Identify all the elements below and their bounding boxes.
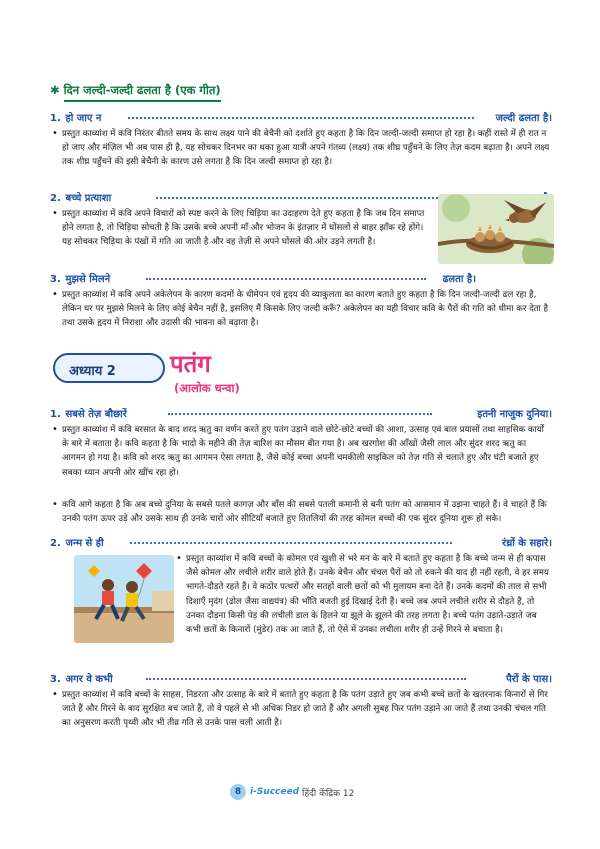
question-start: बच्चे प्रत्याशा [65, 193, 112, 204]
list-item [176, 552, 550, 637]
question-end: ढलता है। [442, 274, 476, 285]
explanation-text: प्रस्तुत काव्यांश में कवि अपने अकेलेपन के कारण कदमों के धीमेपन एवं हृदय की व्याकुलता का कारण बताते हुए कहता है कि दिन जल्दी-जल्दी ढल रहा है, लेकिन घर पर मुझसे मिलने के लिए कोई बेचैन नहीं है, इसलिए मैं किसके लिए जल्दी करूँ? अकेलेपन का यही विचार कवि के पैरों की गति को धीमा कर देता है तथा उसके हृदय में निराशा और उदासी की भावना को बढ़ाता है। [62, 290, 549, 329]
star-icon: ✱ [50, 83, 60, 97]
list-item [52, 127, 550, 170]
question-start: मुझसे मिलने [65, 274, 111, 285]
bullet-icon: • [52, 499, 58, 510]
list-item [52, 207, 430, 250]
question-start: सबसे तेज़ बौछारें [65, 409, 127, 420]
question-end: जल्दी ढलता है। [495, 113, 552, 124]
page-footer [230, 784, 354, 802]
question-row [50, 110, 552, 126]
bullet-icon: • [176, 553, 182, 564]
explanation-text: प्रस्तुत काव्यांश में कवि बच्चों के साहस, निडरता और उत्साह के बारे में बताते हुए कहता है कि पतंग उड़ाते हुए जब कभी बच्चे छतों के खतरनाक किनारों से गिर जाते हैं और गिरने के बाद सुरक्षित बच जाते हैं, तो वे पहले से भी अधिक निडर हो जाते हैं और अगली सुबह फिर पतंग उड़ाने आ जाते हैं तथा उनकी चंचल गति का अनुसरण करती पृथ्वी और भी तीव्र गति से उनके पास चली आती है। [62, 690, 548, 729]
explanation-text: प्रस्तुत काव्यांश में कवि अपने विचारों को स्पष्ट करने के लिए चिड़िया का उदाहरण देते हुए कहता है कि जब दिन समाप्त होने लगता है, तो चिड़िया सोचती है कि उसके बच्चे अपनी माँ और भोजन के इंतज़ार में घोंसलों से बाहर झाँक रहे होंगे। यह सोचकर चिड़िया के पंखों में गति आ जाती है और वह तेज़ी से अपने घोंसले की ओर उड़ने लगती है। [62, 209, 425, 248]
question-number: 3. [50, 674, 61, 685]
bullet-icon: • [52, 424, 58, 435]
children-kites-image [74, 555, 174, 643]
question-number: 2. [50, 538, 61, 549]
list-item [52, 423, 550, 480]
question-number: 3. [50, 274, 61, 285]
list-item [52, 288, 550, 331]
explanation-text: प्रस्तुत काव्यांश में कवि निरंतर बीतते समय के साथ लक्ष्य पाने की बेचैनी को दर्शाते हुए कहता है कि दिन जल्दी-जल्दी समाप्त हो रहा है। कहीं रास्ते में ही रात न हो जाए और मंज़िल भी अब पास ही है, यह सोचकर दिनभर का थका हुआ यात्री अपने गंतव्य (लक्ष्य) तक शीघ्र पहुँचने के लिए तेज़ कदम बढ़ाता है। अपने लक्ष्य तक शीघ्र पहुँचने की इसी बेचैनी के कारण उसे लगता है कि दिन जल्दी समाप्त हो रहा है। [62, 129, 550, 168]
chapter-author: (आलोक धन्वा) [174, 381, 240, 395]
dotted-leader [168, 413, 432, 415]
question-row [50, 271, 552, 287]
question-start: जन्म से ही [65, 538, 104, 549]
sparrow-nest-image [438, 194, 554, 264]
brand-name: i-Succeed [250, 787, 300, 797]
question-row [50, 406, 552, 422]
question-number: 2. [50, 193, 61, 204]
poem-heading [50, 83, 221, 98]
bullet-icon: • [52, 289, 58, 300]
chapter-number: अध्याय 2 [69, 364, 116, 379]
chapter-title: पतंग [170, 350, 211, 378]
dotted-leader [146, 678, 466, 680]
question-start: हो जाए न [65, 113, 102, 124]
bullet-icon: • [52, 128, 58, 139]
bullet-icon: • [52, 208, 58, 219]
book-name: हिंदी केंद्रिक 12 [302, 788, 355, 799]
question-end: इतनी नाजुक दुनिया। [477, 409, 552, 420]
question-row [50, 671, 552, 687]
question-number: 1. [50, 409, 61, 420]
explanation-text: प्रस्तुत काव्यांश में कवि बरसात के बाद शरद ऋतु का वर्णन करते हुए पतंग उड़ाने वाले छोटे-छोटे बच्चों की आशा, उत्साह एवं बाल प्रयासों तथा साहसिक कार्यों के बारे में बताता है। कवि कहता है कि भादो के महीने की तेज़ बारिश का मौसम बीत गया है। अब खरगोश की आँखों जैसी लाल और सुंदर शरद ऋतु का आगमन हो गया है। कवि को शरद ऋतु का आगमन ऐसा लगता है, जैसे कोई बच्चा अपनी चमकीली साइकिल को तेज़ गति से चलाते हुए और घंटी बजाते हुए सबका ध्यान अपनी ओर खींच रहा हो। [62, 425, 544, 478]
dotted-leader [130, 542, 452, 544]
question-end: रंध्रों के सहारे। [501, 538, 552, 549]
chapter-tag [53, 353, 165, 383]
dotted-leader [128, 117, 474, 119]
question-number: 1. [50, 113, 61, 124]
poem-title: दिन जल्दी-जल्दी ढलता है (एक गीत) [63, 83, 221, 97]
bullet-icon: • [52, 689, 58, 700]
question-row [50, 535, 552, 551]
explanation-text: प्रस्तुत काव्यांश में कवि बच्चों के कोमल एवं खुशी से भरे मन के बारे में बताते हुए कहता है कि बच्चे जन्म से ही कपास जैसे कोमल और लचीले शरीर वाले होते हैं। उनके बेचैन और चंचल पैरों को तो रुकने की याद ही नहीं रहती, वे हर समय भागते-दौड़ते रहते हैं। वे कठोर पत्थरों और सतहों वाली छतों को भी मुलायम बना देते हैं। उनके कदमों की ताल से सभी दिशाएँ मृदंग (ढोल जैसा वाद्ययंत्र) की भाँति बजती हुई दिखाई देती हैं। बच्चे जब अपने लचीले शरीर से दौड़ते हैं, तो उनका दौड़ना किसी पेड़ की लचीली डाल के हिलने या झूले के झूलने की तरह लगता है। बच्चे पतंग उड़ाते-उड़ाते जब कभी छतों के किनारों (मुंडेर) तक आ जाते हैं, तो ऐसे में उनका लचीला शरीर ही उन्हें गिरने से बचाता है। [186, 554, 549, 636]
page-number: 8 [230, 784, 246, 800]
list-item [52, 498, 550, 526]
question-start: अगर वे कभी [65, 674, 113, 685]
list-item [52, 688, 550, 731]
poem-heading-underline [64, 100, 221, 102]
explanation-text: कवि आगे कहता है कि अब बच्चे दुनिया के सबसे पतले कागज़ और बाँस की सबसे पतली कमानी से बनी पतंग को आसमान में उड़ाना चाहते हैं। वे चाहते हैं कि उनकी पतंग ऊपर उड़े और उसके साथ ही उनके चारों ओर सीटियाँ बजाते हुए तितलियों की तरह कोमल बच्चों की एक सुंदर दुनिया शुरू हो सके। [62, 500, 547, 525]
question-end: पैरों के पास। [506, 674, 552, 685]
dotted-leader [146, 278, 426, 280]
